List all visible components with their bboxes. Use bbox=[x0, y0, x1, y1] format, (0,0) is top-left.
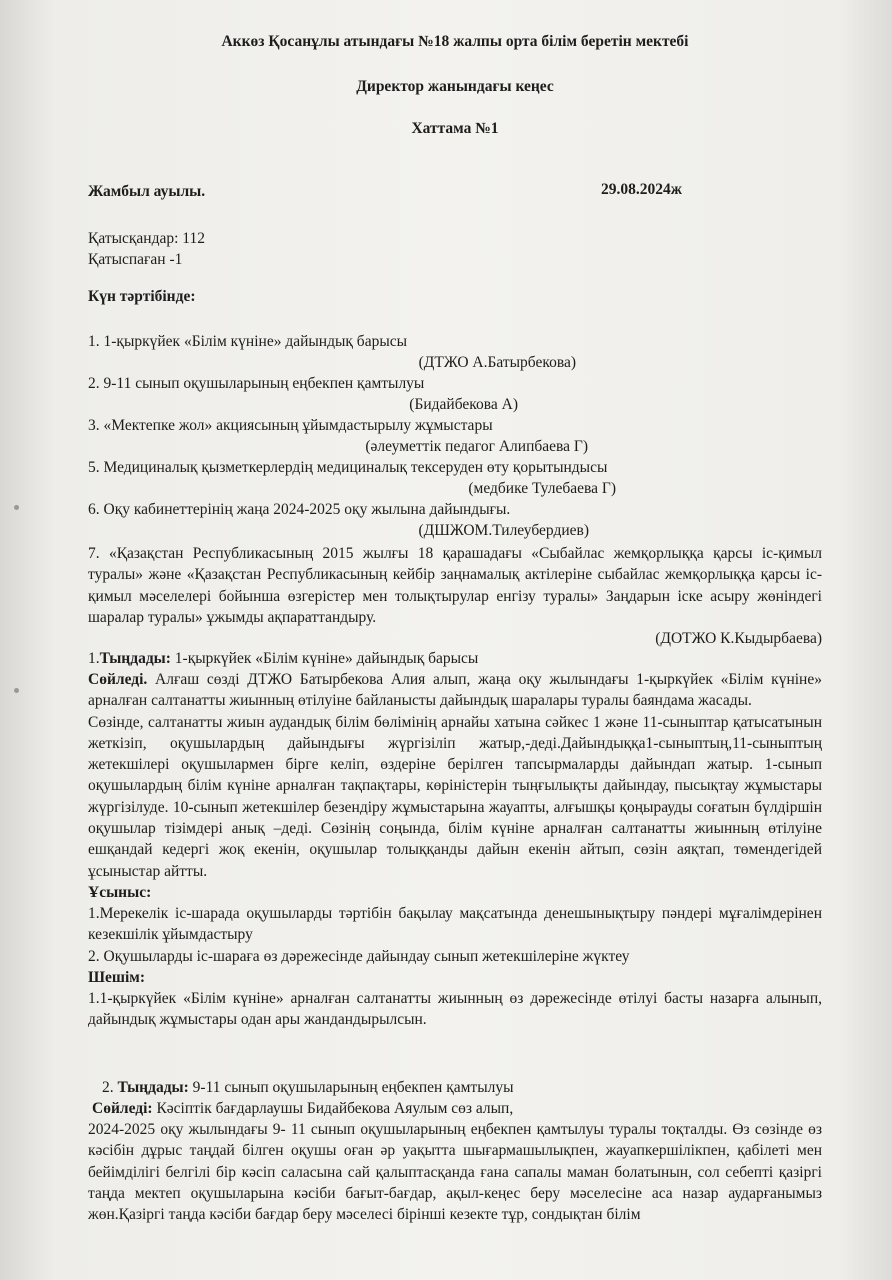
speaker-paragraph: Сөйледі. Алғаш сөзді ДТЖО Батырбекова Алия алып, жаңа оқу жылындағы 1-қыркүйек «Білім күніне» арналған салтанатты жиынның өтілуіне байланысты дайындық шаралары туралы баяндама жасады. bbox=[88, 671, 822, 710]
agenda-item: 5. Медициналық қызметкерлердің медициналық тексеруден өту қорытындысы bbox=[88, 459, 608, 476]
proposal-heading: Ұсыныс: bbox=[88, 883, 152, 901]
heard-line: 2. Тыңдады: 9-11 сынып оқушыларының еңбекпен қамтылуы bbox=[102, 1079, 514, 1096]
proposal-item: 1.Мерекелік іс-шарада оқушыларды тәртібін бақылау мақсатында денешынықтыру пәндері мұғалімдерінен кезекшілік ұйымдастыру bbox=[88, 904, 822, 944]
punch-hole bbox=[14, 505, 19, 510]
punch-hole bbox=[14, 688, 19, 693]
date: 29.08.2024ж bbox=[601, 181, 682, 198]
agenda-responsible: (ДОТЖО К.Кыдырбаева) bbox=[655, 630, 822, 648]
agenda-item: 1. 1-қыркүйек «Білім күніне» дайындық барысы bbox=[88, 333, 408, 350]
speech-body: Сөзінде, салтанатты жиын аудандық білім бөлімінің арнайы хатына сәйкес 1 және 11-сыныптар қатысатынын жеткізіп, оқушылардың дайындығы жүргізіліп жатыр,-деді.Дайындыққа1-сыныптың,11-сыныптың жетекшілері оқушылармен бірге келіп, өздеріне берілген тапсырмаларды дайындап жатыр. 1-сынып оқушылардың білім күніне арналған тақпақтары, көріністерін тыңғылықты дайындау, пысықтау жұмыстары жүргізілуде. 10-сынып жетекшілер безендіру жұмыстарына жауапты, алғышқы қоңырауды соғатын бүлдіршін оқушылар тізімдері анық –деді. Сөзінің соңында, білім күніне арналған салтанатты жиынның өтілуіне ешқандай кедергі жоқ екенін, оқушылар толыққанды дайын екенін айтып, сөзін аяқтап, төмендегідей ұсыныстар айтты. bbox=[88, 713, 822, 880]
agenda-responsible: (әлеуметтік педагог Алипбаева Г) bbox=[365, 438, 588, 455]
agenda-item: 3. «Мектепке жол» акциясының ұйымдастырылу жұмыстары bbox=[88, 417, 493, 434]
section-2 bbox=[88, 1077, 822, 1225]
speaker-line: Сөйледі: Кәсіптік бағдарлаушы Бидайбекова Аяулым сөз алып, bbox=[92, 1100, 514, 1117]
proposal-item: 2. Оқушыларды іс-шараға өз дәрежесінде дайындау сынып жетекшілеріне жүктеу bbox=[88, 947, 630, 965]
council-title: Директор жанындағы кеңес bbox=[356, 78, 554, 95]
place: Жамбыл ауылы. bbox=[88, 183, 206, 200]
agenda-item-7: 7. «Қазақстан Республикасының 2015 жылғы 18 қарашадағы «Сыбайлас жемқорлыққа қарсы іс-қимыл туралы» және «Қазақстан Республикасының кейбір заңнамалық актілеріне сыбайлас жемқорлыққа қарсы іс-қимыл мәселелері бойынша өзгерістер мен толықтырулар енгізу туралы» Заңдарын іске асыру жөніндегі шаралар туралы» ұжымды ақпараттандыру. (ДОТЖО К.Кыдырбаева) bbox=[88, 545, 822, 648]
agenda-title: Күн тәртібінде: bbox=[88, 288, 196, 305]
protocol-title: Хаттама №1 bbox=[411, 120, 499, 137]
school-title: Аккөз Қосанұлы атындағы №18 жалпы орта білім беретін мектебі bbox=[221, 33, 689, 50]
agenda-item: 2. 9-11 сынып оқушыларының еңбекпен қамтылуы bbox=[88, 375, 425, 392]
section-1 bbox=[88, 648, 822, 1030]
agenda-list bbox=[88, 331, 616, 541]
decision-heading: Шешім: bbox=[88, 968, 146, 986]
agenda-item: 6. Оқу кабинеттерінің жаңа 2024-2025 оқу жылына дайындығы. bbox=[88, 501, 511, 518]
attendance-absent: Қатыспаған -1 bbox=[88, 251, 183, 268]
speech-body: 2024-2025 оқу жылындағы 9- 11 сынып оқушыларының еңбекпен қамтылуы туралы тоқталды. Өз сөзінде өз кәсібін дұрыс таңдай білген оқушы оған әр уақытта шығармашылықпен, жауапкершілікпен, қабілеті мен бейімділігі белгілі бір кәсіп саласына сай қалыптасқанда ғана сапалы маман болатынын, сол себепті қазіргі таңда мектеп оқушыларына кәсіби бағыт-бағдар, ақыл-кеңес беру мәселесіне аса назар аударғанымыз жөн.Қазіргі таңда кәсіби бағдар беру мәселесі бірінші кезекте тұр, сондықтан білім bbox=[88, 1121, 822, 1224]
attendance-present: Қатысқандар: 112 bbox=[88, 230, 205, 247]
decision-text: 1.1-қыркүйек «Білім күніне» арналған салтанатты жиынның өз дәрежесінде өтілуі басты назарға алынып, дайындық жұмыстары одан ары жандандырылсын. bbox=[88, 989, 822, 1029]
agenda-responsible: (ДТЖО А.Батырбекова) bbox=[418, 354, 576, 371]
agenda-responsible: (медбике Тулебаева Г) bbox=[468, 480, 616, 497]
agenda-responsible: (ДШЖОМ.Тилеубердиев) bbox=[418, 522, 589, 539]
agenda-responsible: (Бидайбекова А) bbox=[409, 396, 518, 413]
heard-line: 1.Тыңдады: 1-қыркүйек «Білім күніне» дайындық барысы bbox=[88, 650, 479, 667]
